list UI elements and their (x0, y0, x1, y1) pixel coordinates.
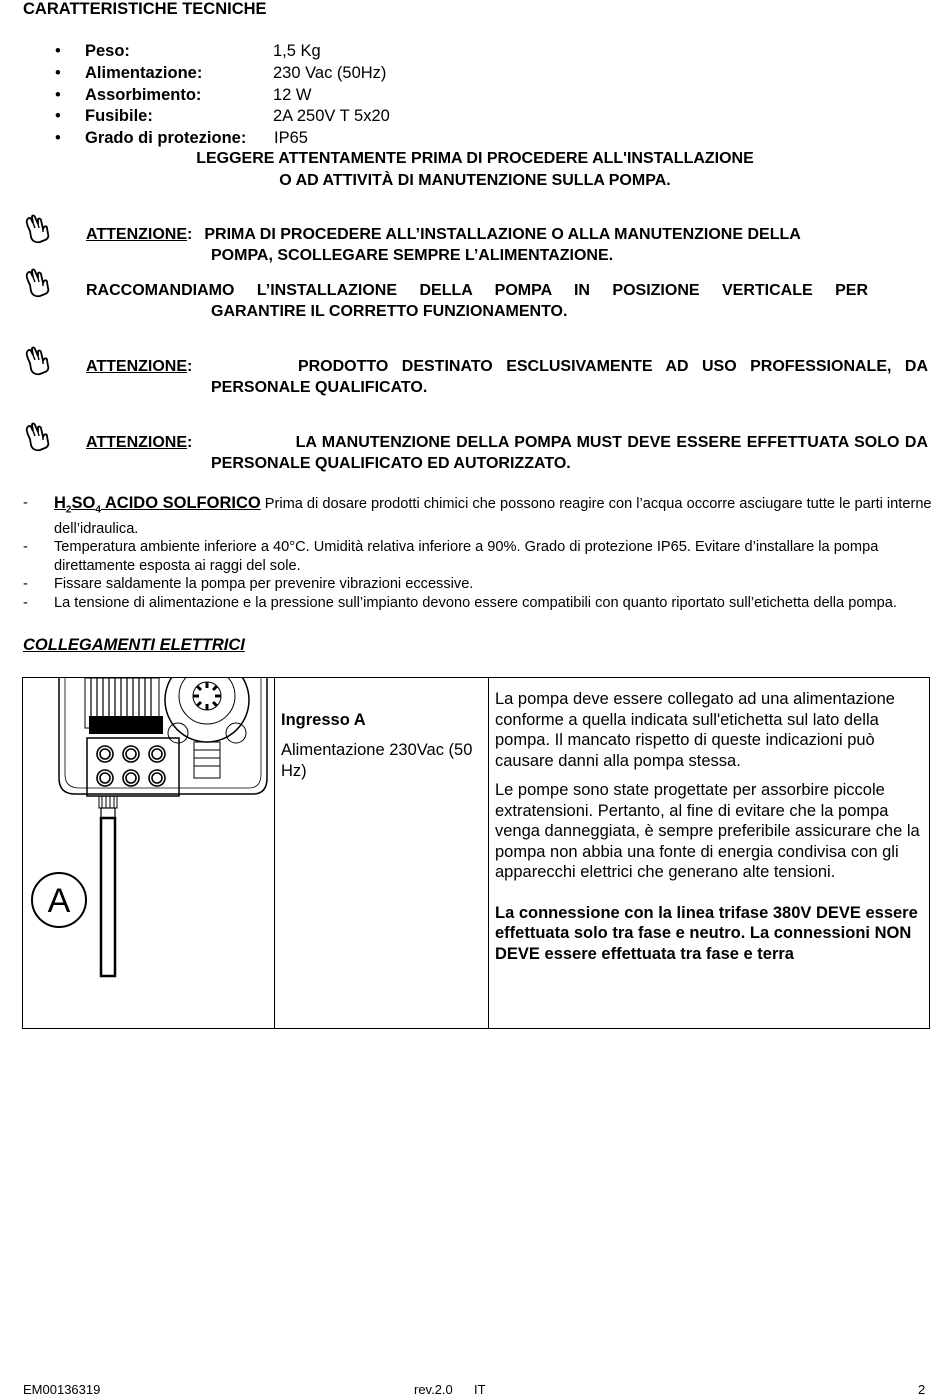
note-text: Prima di dosare prodotti chimici che possono reagire con l’acqua occorre asciugare tutte le parti interne dell’idraulica. (54, 496, 932, 537)
bullet: • (55, 86, 61, 104)
paragraph-bold: La connessione con la linea trifase 380V DEVE essere effettuata solo tra fase e neutro. La connessioni NON DEVE essere effettuata tra fase e terra (495, 903, 918, 963)
note-text: Fissare saldamente la pompa per prevenire vibrazioni eccessive. (54, 576, 474, 593)
note-item (23, 494, 933, 538)
note-item (23, 538, 933, 575)
warning-text: PRIMA DI PROCEDERE ALL’INSTALLAZIONE O ALLA MANUTENZIONE DELLA (204, 226, 801, 243)
spec-label: Peso: (85, 42, 130, 60)
note-text: La tensione di alimentazione e la pressione sull’impianto devono essere compatibili con quanto riportato sull’etichetta della pompa. (54, 594, 897, 611)
input-title: Ingresso A (281, 711, 366, 729)
warning-line2: PERSONALE QUALIFICATO. (211, 378, 428, 396)
warning-block (86, 357, 928, 398)
warning-block (86, 281, 928, 322)
warning-line2: POMPA, SCOLLEGARE SEMPRE L’ALIMENTAZIONE. (211, 246, 614, 264)
pump-wiring-diagram (23, 678, 275, 1028)
warning-text: RACCOMANDIAMO L’INSTALLAZIONE DELLA POMPA IN POSIZIONE VERTICALE PER (86, 282, 869, 299)
input-cell (275, 678, 489, 1029)
bullet: • (55, 107, 61, 125)
warning-prefix: ATTENZIONE (86, 434, 188, 451)
spec-value: 1,5 Kg (273, 42, 321, 60)
spec-value: IP65 (274, 129, 308, 147)
connection-table (22, 677, 930, 1029)
dash: - (23, 539, 28, 556)
footer-language: IT (474, 1382, 486, 1397)
footer-revision: rev.2.0 (414, 1382, 453, 1397)
note-item (23, 575, 933, 594)
warning-prefix: ATTENZIONE (86, 226, 188, 243)
read-carefully-line1: LEGGERE ATTENTAMENTE PRIMA DI PROCEDERE ALL'INSTALLAZIONE (196, 150, 754, 167)
bullet: • (55, 64, 61, 82)
bullet: • (55, 42, 61, 60)
warning-line: ATTENZIONE: LA MANUTENZIONE DELLA POMPA MUST DEVE ESSERE EFFETTUATA SOLO DA (86, 433, 928, 454)
spec-label: Assorbimento: (85, 86, 202, 104)
pointing-hand-icon (23, 268, 53, 300)
spec-label: Fusibile: (85, 107, 153, 125)
note-item (23, 594, 933, 613)
bullet: • (55, 129, 61, 147)
input-description: Alimentazione 230Vac (50 Hz) (281, 741, 473, 780)
spec-label: Grado di protezione: (85, 129, 247, 147)
pointing-hand-icon (23, 346, 53, 378)
note-text: Temperatura ambiente inferiore a 40°C. Umidità relativa inferiore a 90%. Grado di protezione IP65. Evitare d’installare la pompa direttamente esposta ai raggi del sole. (54, 539, 879, 574)
pointing-hand-icon (23, 422, 53, 454)
diagram-cell (23, 678, 275, 1029)
pointing-hand-icon (23, 214, 53, 246)
warning-line (86, 281, 928, 302)
section-title: COLLEGAMENTI ELETTRICI (23, 636, 245, 654)
diagram-label: A (47, 882, 71, 920)
spec-value: 230 Vac (50Hz) (273, 64, 387, 82)
acid-label: $H_2SO_4$ ACIDO SOLFORICO (54, 494, 261, 516)
description-cell (489, 678, 930, 1029)
warning-line: ATTENZIONE: PRIMA DI PROCEDERE ALL’INSTALLAZIONE O ALLA MANUTENZIONE DELLA (86, 225, 928, 246)
read-carefully-line2: O AD ATTIVITÀ DI MANUTENZIONE SULLA POMPA. (279, 172, 671, 189)
warning-block (86, 225, 928, 266)
notes-list (23, 494, 933, 612)
paragraph: Le pompe sono state progettate per assorbire piccole extratensioni. Pertanto, al fine di evitare che la pompa venga danneggiata, è sempre preferibile assicurare che la pompa non abbia una fonte di energia condivisa con gli apparecchi elettrici che generano alte tensioni. (495, 781, 920, 881)
dash: - (23, 594, 28, 611)
spec-value: 2A 250V T 5x20 (273, 107, 390, 125)
warning-line2: PERSONALE QUALIFICATO ED AUTORIZZATO. (211, 454, 571, 472)
dash: - (23, 576, 28, 593)
warning-text: LA MANUTENZIONE DELLA POMPA MUST DEVE ESSERE EFFETTUATA SOLO DA (295, 434, 928, 451)
warning-prefix: ATTENZIONE (86, 358, 188, 375)
spec-value: 12 W (273, 86, 312, 104)
footer-page-number: 2 (918, 1382, 926, 1397)
warning-text: PRODOTTO DESTINATO ESCLUSIVAMENTE AD USO PROFESSIONALE, DA (297, 358, 928, 375)
footer-doc-code: EM00136319 (23, 1382, 101, 1397)
warning-line: ATTENZIONE: PRODOTTO DESTINATO ESCLUSIVAMENTE AD USO PROFESSIONALE, DA (86, 357, 928, 378)
dash: - (23, 495, 28, 511)
paragraph: La pompa deve essere collegato ad una alimentazione conforme a quella indicata sull'etichetta sul lato della pompa. Il mancato rispetto di queste indicazioni può causare danni alla pompa stessa. (495, 690, 895, 770)
warning-block (86, 433, 928, 474)
warning-line2: GARANTIRE IL CORRETTO FUNZIONAMENTO. (211, 302, 568, 320)
page-title: CARATTERISTICHE TECNICHE (23, 0, 267, 18)
spec-label: Alimentazione: (85, 64, 203, 82)
